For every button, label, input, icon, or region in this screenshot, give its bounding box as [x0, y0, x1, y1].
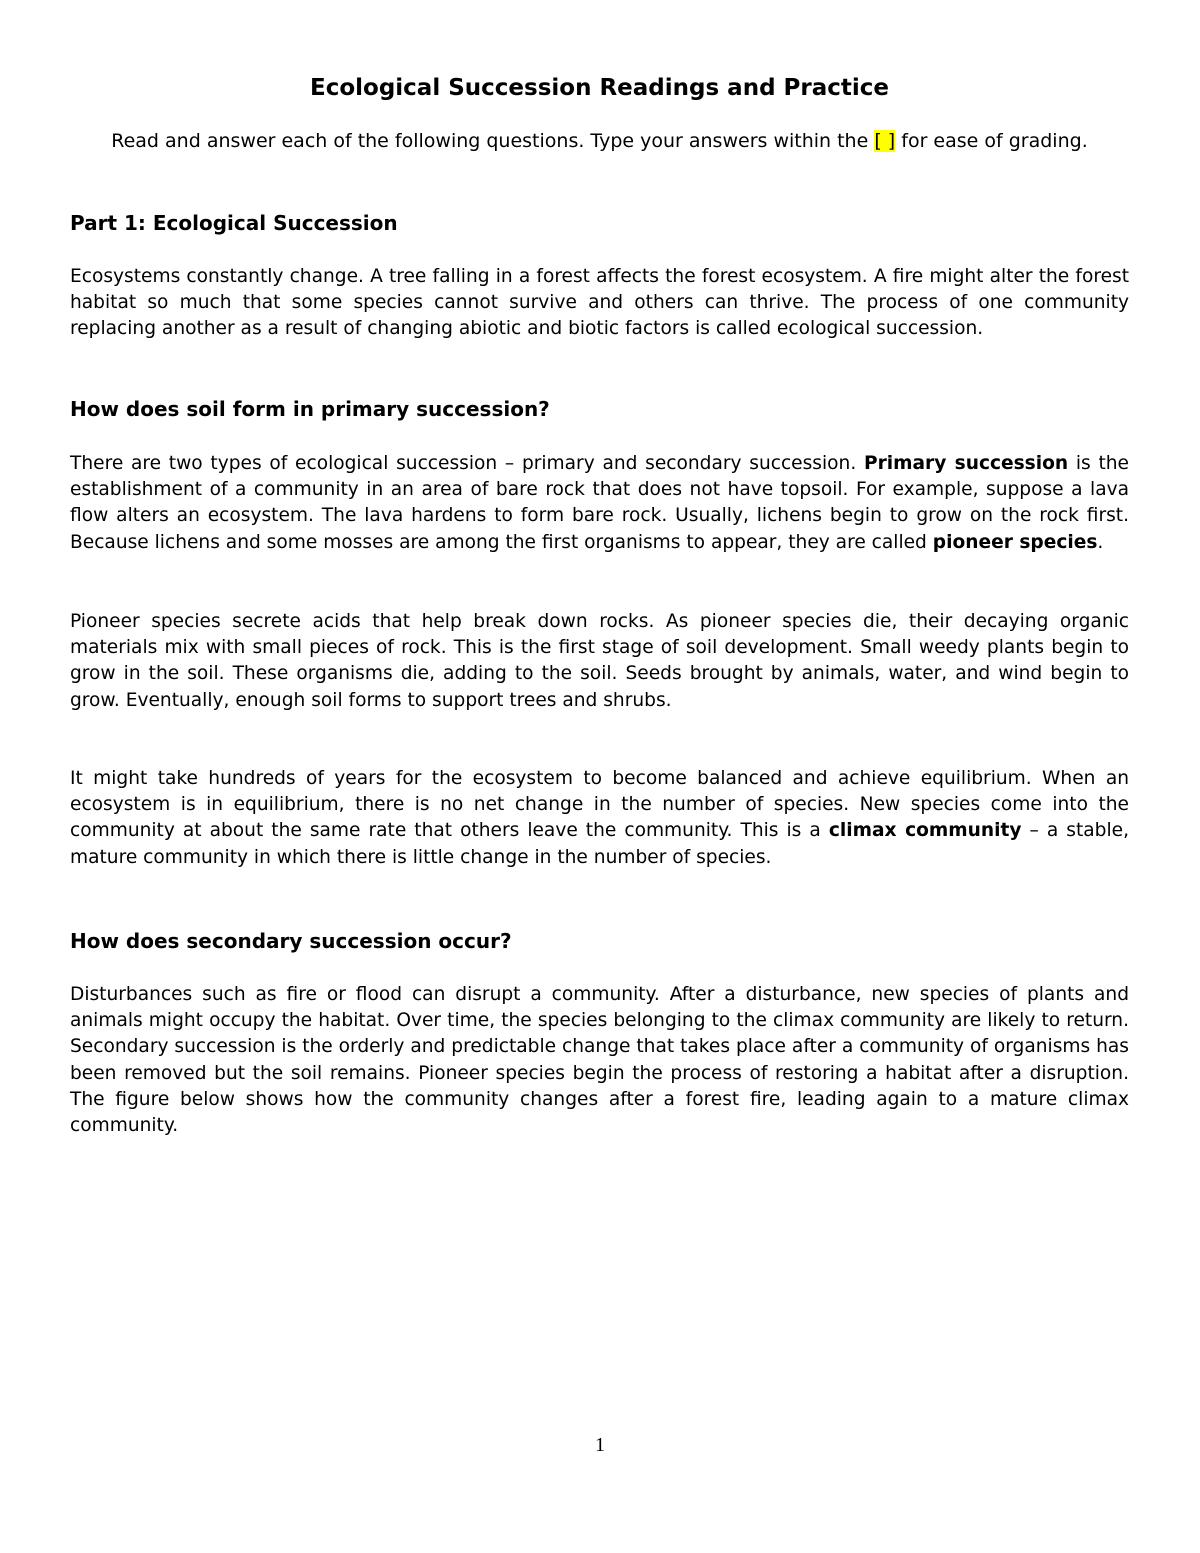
secondary-succession-paragraph: Disturbances such as fire or flood can disrupt a community. After a disturbance, new species of plants and animals might occupy the habitat. Over time, the species belonging to the climax community are likely to return. Secondary succession is the orderly and predictable change that takes place after a community of organisms has been removed but the soil remains. Pioneer species begin the process of restoring a habitat after a disruption. The figure below shows how the community changes after a forest fire, leading again to a mature climax community. [70, 984, 1129, 1137]
instructions [70, 128, 1129, 155]
paragraph-text: – a stable, mature community in which there is little change in the number of species. [70, 820, 1129, 868]
soil-formation-heading: How does soil form in primary succession? [70, 397, 550, 421]
paragraph-text: is the establishment of a community in an area of bare rock that does not have topsoil. For example, suppose a lava flow alters an ecosystem. The lava hardens to form bare rock. Usually, lichens begin to grow on the rock first. Because lichens and some mosses are among the first organisms to appear, they are called [70, 453, 1129, 553]
climax-community-paragraph [70, 766, 1129, 871]
term-pioneer-species: pioneer species [932, 531, 1098, 553]
term-primary-succession: Primary succession [863, 453, 1069, 474]
instructions-text-end: for ease of grading. [895, 130, 1088, 152]
secondary-succession-heading: How does secondary succession occur? [70, 929, 512, 953]
paragraph-text: It might take hundreds of years for the ecosystem to become balanced and achieve equilibrium. When an ecosystem is in equilibrium, there is no net change in the number of species. New species come into the community at about the same rate that others leave the community. This is a [70, 768, 1129, 842]
answer-bracket-highlight: [ ] [874, 130, 896, 152]
term-climax-community: climax community [828, 820, 1022, 842]
primary-succession-paragraph [70, 451, 1129, 556]
document-title: Ecological Succession Readings and Practice [309, 75, 890, 101]
pioneer-species-paragraph: Pioneer species secrete acids that help break down rocks. As pioneer species die, their decaying organic materials mix with small pieces of rock. This is the first stage of soil development. Small weedy plants begin to grow in the soil. These organisms die, adding to the soil. Seeds brought by animals, water, and wind begin to grow. Eventually, enough soil forms to support trees and shrubs. [70, 611, 1129, 711]
paragraph-text: There are two types of ecological succession – primary and secondary succession. [70, 453, 864, 474]
page-number: 1 [595, 1434, 605, 1456]
paragraph-text: . [1097, 531, 1104, 553]
part-1-paragraph: Ecosystems constantly change. A tree falling in a forest affects the forest ecosystem. A fire might alter the forest habitat so much that some species cannot survive and others can thrive. The process of one community replacing another as a result of changing abiotic and biotic factors is called ecological succession. [70, 266, 1129, 340]
part-1-heading: Part 1: Ecological Succession [70, 211, 398, 235]
instructions-text: Read and answer each of the following questions. Type your answers within the [111, 130, 875, 152]
